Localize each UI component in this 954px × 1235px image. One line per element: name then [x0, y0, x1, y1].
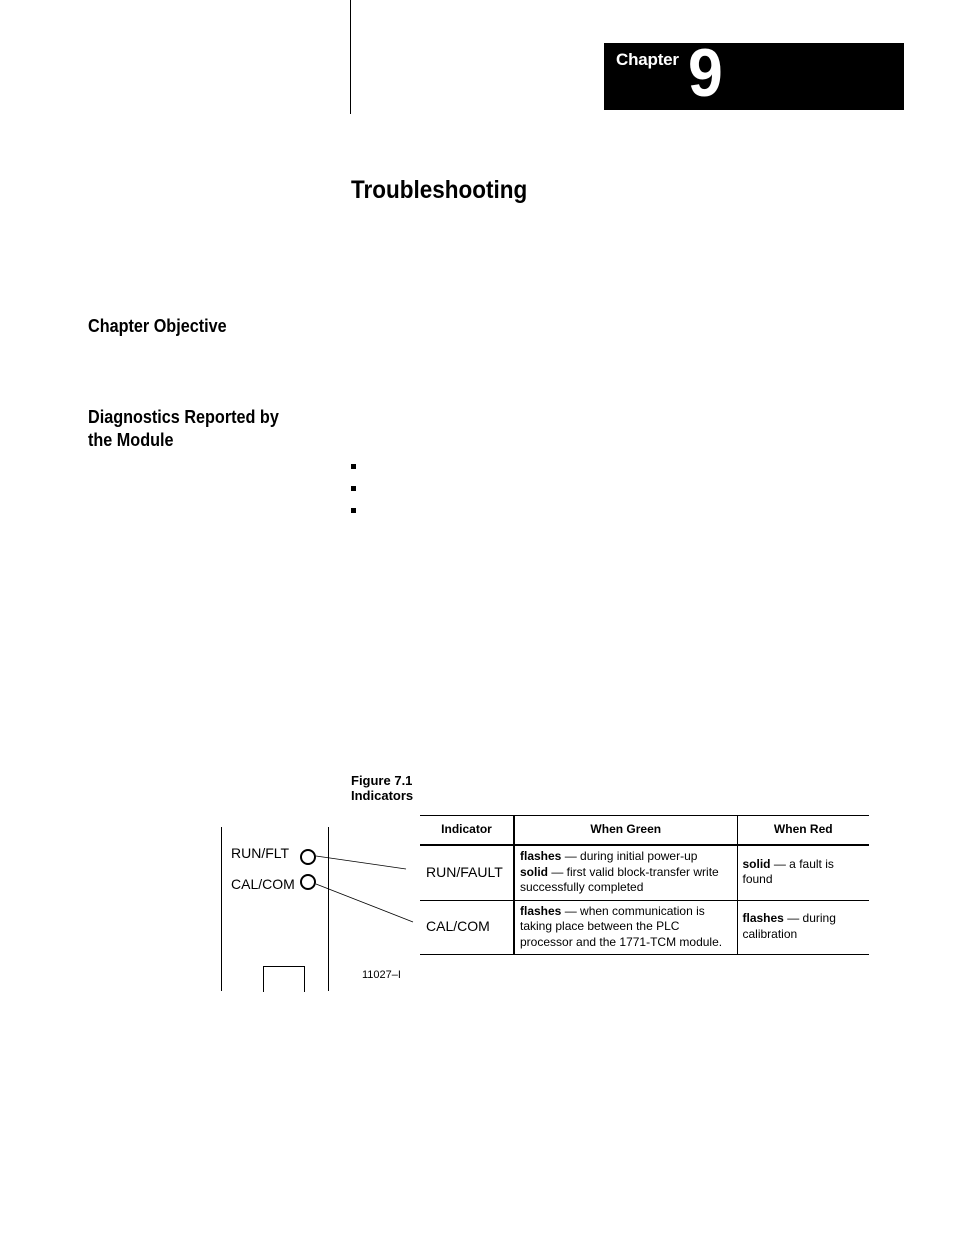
state-term: solid: [742, 856, 771, 871]
state-term: solid: [520, 864, 549, 879]
green-description: [514, 900, 737, 955]
table-row: [420, 845, 869, 900]
state-text: — first valid block-transfer write successfully completed: [520, 864, 719, 894]
state-term: flashes: [520, 903, 562, 918]
figure-code: 11027–I: [362, 969, 401, 981]
state-text: — during initial power-up: [561, 849, 698, 863]
table-header-row: [420, 816, 869, 846]
state-text: — when communication is taking place between the PLC processor and the 1771-TCM module.: [520, 903, 723, 949]
state-term: flashes: [742, 911, 784, 926]
state-text: — a fault is found: [742, 856, 834, 887]
panel-label-cal-com: CAL/COM: [231, 876, 295, 892]
page-title: Troubleshooting: [351, 176, 528, 204]
chapter-label: Chapter: [616, 50, 679, 69]
indicator-name: CAL/COM: [420, 900, 514, 955]
red-description: [737, 845, 869, 900]
panel-label-run-flt: RUN/FLT: [231, 845, 290, 861]
state-text: — during calibration: [742, 911, 836, 941]
column-header-when-red: When Red: [737, 816, 869, 846]
red-description: [737, 900, 869, 955]
indicator-table: [420, 815, 869, 955]
indicator-name: RUN/FAULT: [420, 845, 514, 900]
column-header-indicator: Indicator: [420, 816, 514, 846]
green-description: [514, 845, 737, 900]
figure-caption: Indicators: [351, 788, 414, 803]
table-row: [420, 900, 869, 955]
chapter-number: 9: [688, 35, 723, 111]
section-heading-objective: Chapter Objective: [88, 316, 227, 336]
leader-line-run-fault: [316, 856, 406, 869]
column-header-when-green: When Green: [514, 816, 737, 846]
leader-line-cal-com: [316, 884, 413, 922]
state-term: flashes: [520, 849, 562, 863]
figure-number: Figure 7.1: [351, 773, 413, 788]
section-heading-diagnostics: Diagnostics Reported by the Module: [88, 407, 279, 450]
